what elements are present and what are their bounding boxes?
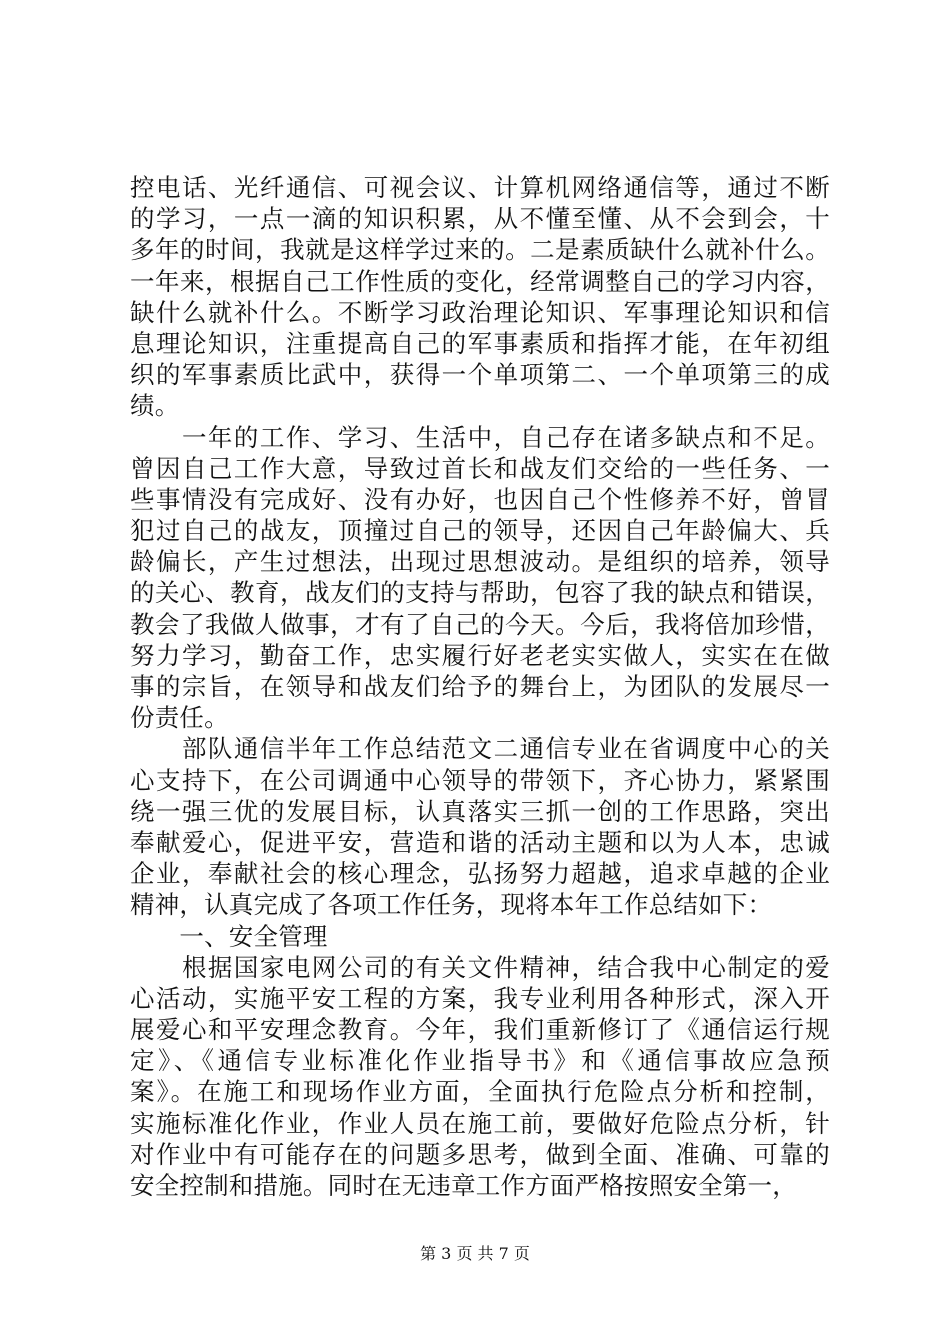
text-line: 份责任。 bbox=[130, 703, 229, 733]
text-line: 安全控制和措施。同时在无违章工作方面严格按照安全第一， bbox=[130, 1171, 797, 1200]
text-line: 缺什么就补什么。不断学习政治理论知识、军事理论知识和信 bbox=[130, 297, 830, 327]
text-line: 犯过自己的战友，顶撞过自己的领导，还因自己年龄偏大、兵 bbox=[130, 516, 830, 546]
text-line: 绩。 bbox=[130, 391, 180, 421]
document-body bbox=[130, 172, 830, 1201]
text-line: 部队通信半年工作总结范文二通信专业在省调度中心的关 bbox=[130, 734, 830, 764]
text-line: 织的军事素质比武中，获得一个单项第二、一个单项第三的成 bbox=[130, 360, 830, 390]
text-line: 根据国家电网公司的有关文件精神，结合我中心制定的爱 bbox=[130, 952, 830, 982]
text-line: 案》。在施工和现场作业方面，全面执行危险点分析和控制， bbox=[130, 1077, 830, 1107]
text-line: 教会了我做人做事，才有了自己的今天。今后，我将倍加珍惜， bbox=[130, 609, 830, 639]
text-line: 息理论知识，注重提高自己的军事素质和指挥才能，在年初组 bbox=[130, 328, 830, 358]
text-line: 企业，奉献社会的核心理念，弘扬努力超越，追求卓越的企业 bbox=[130, 859, 830, 889]
page-footer: 第 3 页 共 7 页 bbox=[420, 1244, 530, 1263]
text-line: 些事情没有完成好、没有办好，也因自己个性修养不好，曾冒 bbox=[130, 484, 830, 514]
text-line: 心活动，实施平安工程的方案，我专业利用各种形式，深入开 bbox=[130, 983, 830, 1013]
text-line: 实施标准化作业，作业人员在施工前，要做好危险点分析，针 bbox=[130, 1108, 830, 1138]
text-line: 多年的时间，我就是这样学过来的。二是素质缺什么就补什么。 bbox=[130, 235, 830, 265]
text-line: 龄偏长，产生过想法，出现过思想波动。是组织的培养，领导 bbox=[130, 547, 830, 577]
text-line: 的关心、教育，战友们的支持与帮助，包容了我的缺点和错误， bbox=[130, 578, 830, 608]
text-line: 一年来，根据自己工作性质的变化，经常调整自己的学习内容， bbox=[130, 266, 830, 296]
text-line: 绕一强三优的发展目标，认真落实三抓一创的工作思路，突出 bbox=[130, 796, 830, 826]
text-line: 的学习，一点一滴的知识积累，从不懂至懂、从不会到会，十 bbox=[130, 204, 830, 234]
text-line: 一年的工作、学习、生活中，自己存在诸多缺点和不足。 bbox=[130, 422, 830, 452]
text-line: 控电话、光纤通信、可视会议、计算机网络通信等，通过不断 bbox=[130, 173, 830, 202]
text-line: 精神，认真完成了各项工作任务，现将本年工作总结如下： bbox=[130, 890, 773, 920]
text-line: 曾因自己工作大意，导致过首长和战友们交给的一些任务、一 bbox=[130, 453, 830, 483]
text-line: 展爱心和平安理念教育。今年，我们重新修订了《通信运行规 bbox=[130, 1015, 830, 1045]
text-line: 定》、《通信专业标准化作业指导书》和《通信事故应急预 bbox=[130, 1046, 830, 1076]
text-line: 心支持下，在公司调通中心领导的带领下，齐心协力，紧紧围 bbox=[130, 765, 830, 795]
text-line: 事的宗旨，在领导和战友们给予的舞台上，为团队的发展尽一 bbox=[130, 672, 830, 701]
text-line: 对作业中有可能存在的问题多思考，做到全面、准确、可靠的 bbox=[130, 1139, 830, 1169]
text-line: 努力学习，勤奋工作，忠实履行好老老实实做人，实实在在做 bbox=[130, 640, 830, 670]
text-line: 奉献爱心，促进平安，营造和谐的活动主题和以为人本，忠诚 bbox=[130, 827, 830, 857]
text-line: 一、安全管理 bbox=[130, 921, 328, 951]
